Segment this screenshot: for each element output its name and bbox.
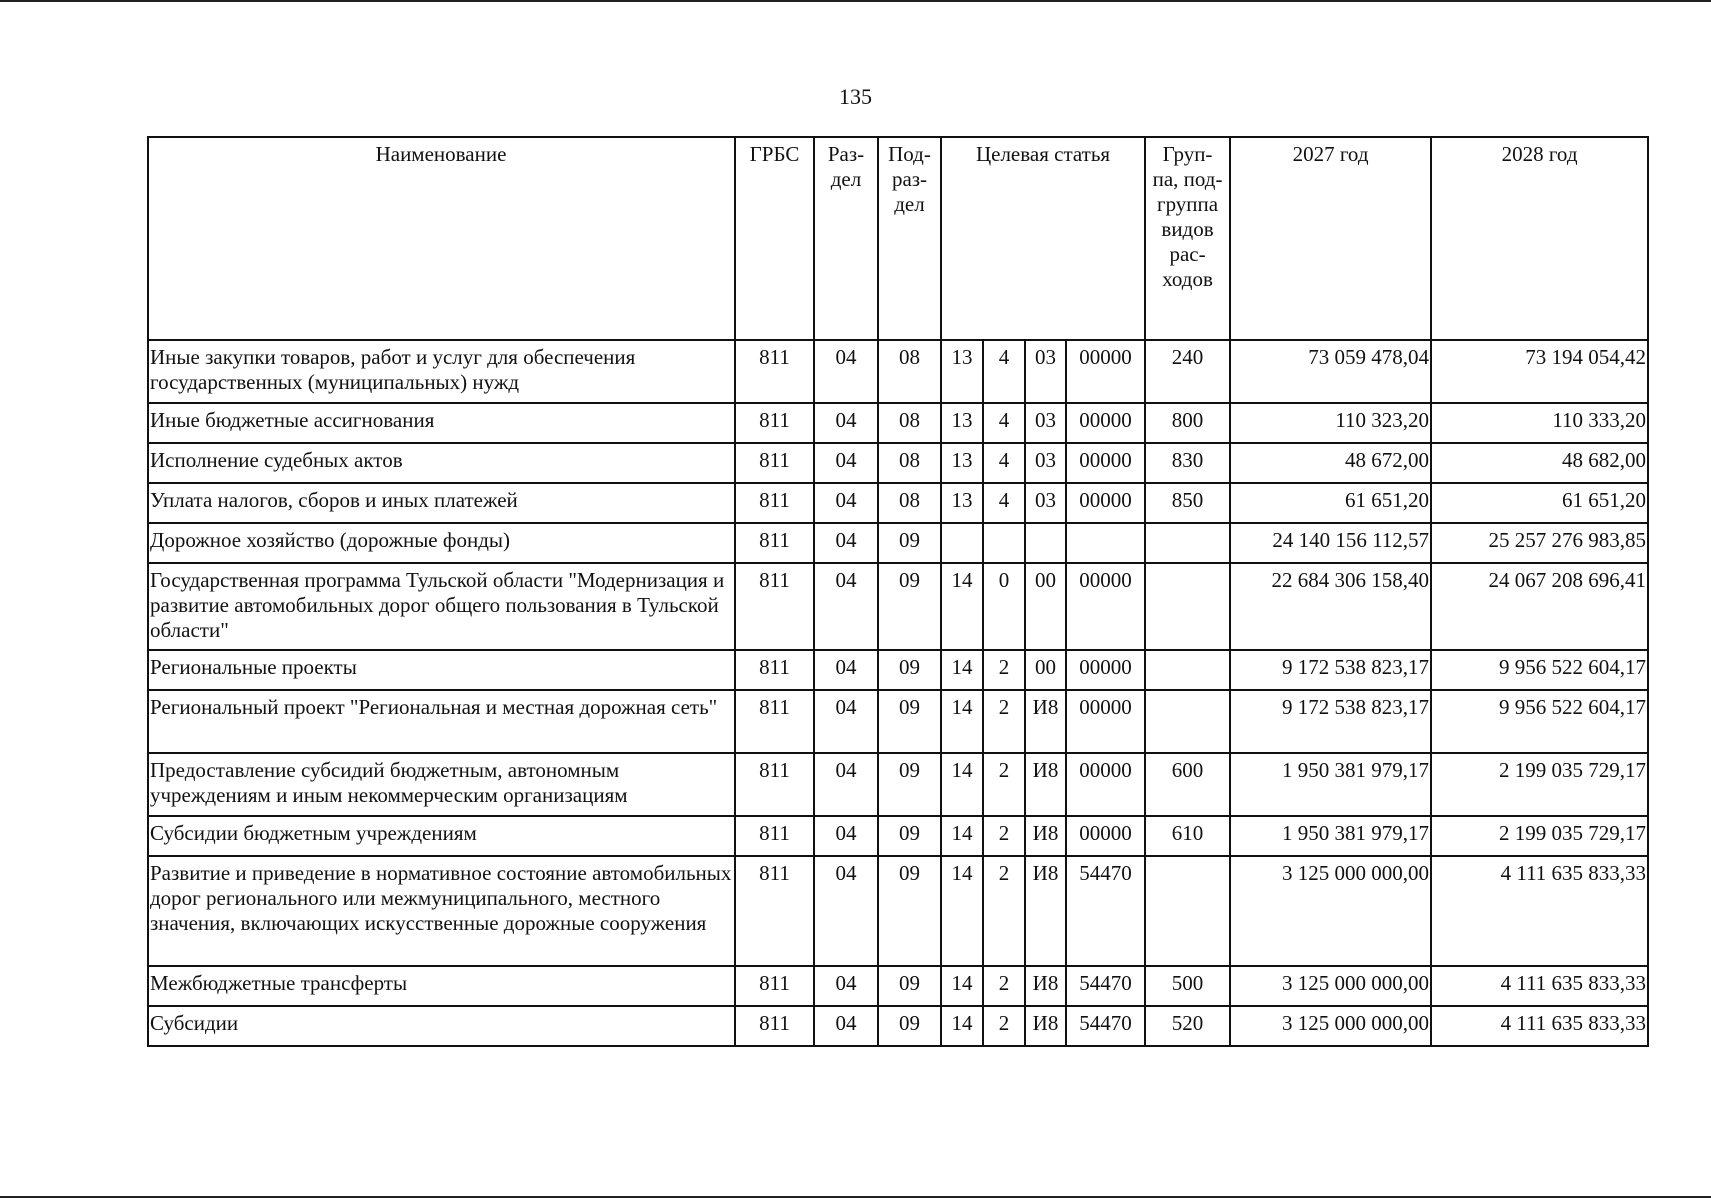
row-name: Уплата налогов, сборов и иных платежей — [148, 483, 735, 523]
scan-edge-bottom — [0, 1196, 1711, 1198]
row-podrazdel: 09 — [878, 650, 941, 690]
row-target-subprogram: 03 — [1025, 483, 1066, 523]
row-target-direction: 00000 — [1066, 650, 1145, 690]
row-target-subprogram: 03 — [1025, 403, 1066, 443]
row-amount-2027: 61 651,20 — [1230, 483, 1431, 523]
row-target-program — [941, 523, 983, 563]
row-grbs: 811 — [735, 650, 814, 690]
row-target-subprogram: И8 — [1025, 1006, 1066, 1046]
row-target-type: 4 — [983, 340, 1025, 403]
row-name: Иные бюджетные ассигнования — [148, 403, 735, 443]
row-amount-2027: 9 172 538 823,17 — [1230, 650, 1431, 690]
row-amount-2028: 4 111 635 833,33 — [1431, 1006, 1648, 1046]
row-expense-group: 610 — [1145, 816, 1230, 856]
row-podrazdel: 09 — [878, 563, 941, 650]
row-grbs: 811 — [735, 1006, 814, 1046]
scan-edge-top — [0, 0, 1711, 2]
row-podrazdel: 09 — [878, 523, 941, 563]
row-target-direction: 00000 — [1066, 443, 1145, 483]
table-row — [148, 523, 1648, 563]
row-expense-group: 240 — [1145, 340, 1230, 403]
row-podrazdel: 08 — [878, 483, 941, 523]
row-name: Региональный проект "Региональная и местная дорожная сеть" — [148, 690, 735, 753]
row-target-program: 14 — [941, 690, 983, 753]
row-target-type: 4 — [983, 443, 1025, 483]
row-expense-group: 500 — [1145, 966, 1230, 1006]
header-expense-group: Груп- па, под- группа видов рас- ходов — [1145, 137, 1230, 340]
row-target-program: 14 — [941, 753, 983, 816]
row-target-program: 13 — [941, 483, 983, 523]
row-amount-2028: 2 199 035 729,17 — [1431, 816, 1648, 856]
row-target-subprogram: 00 — [1025, 563, 1066, 650]
table-row — [148, 563, 1648, 650]
row-target-type: 2 — [983, 690, 1025, 753]
row-target-direction: 00000 — [1066, 403, 1145, 443]
page-number: 135 — [839, 84, 872, 109]
row-amount-2027: 3 125 000 000,00 — [1230, 1006, 1431, 1046]
row-target-direction: 54470 — [1066, 1006, 1145, 1046]
row-name: Иные закупки товаров, работ и услуг для обеспечения государственных (муниципальных) нужд — [148, 340, 735, 403]
table-header-row — [148, 137, 1648, 340]
row-grbs: 811 — [735, 563, 814, 650]
row-razdel: 04 — [814, 816, 878, 856]
row-target-program: 14 — [941, 856, 983, 966]
header-2028: 2028 год — [1431, 137, 1648, 340]
row-expense-group — [1145, 563, 1230, 650]
row-amount-2027: 1 950 381 979,17 — [1230, 753, 1431, 816]
row-target-direction: 00000 — [1066, 690, 1145, 753]
header-grbs: ГРБС — [735, 137, 814, 340]
row-amount-2027: 48 672,00 — [1230, 443, 1431, 483]
header-podrazdel: Под- раз- дел — [878, 137, 941, 340]
row-podrazdel: 09 — [878, 816, 941, 856]
row-expense-group — [1145, 690, 1230, 753]
row-name: Дорожное хозяйство (дорожные фонды) — [148, 523, 735, 563]
header-razdel: Раз- дел — [814, 137, 878, 340]
row-target-subprogram: 03 — [1025, 340, 1066, 403]
row-amount-2028: 9 956 522 604,17 — [1431, 650, 1648, 690]
row-amount-2027: 22 684 306 158,40 — [1230, 563, 1431, 650]
row-name: Межбюджетные трансферты — [148, 966, 735, 1006]
table-row — [148, 690, 1648, 753]
row-grbs: 811 — [735, 753, 814, 816]
table-row — [148, 403, 1648, 443]
row-target-type: 2 — [983, 966, 1025, 1006]
row-name: Предоставление субсидий бюджетным, автономным учреждениям и иным некоммерческим организациям — [148, 753, 735, 816]
header-name: Наименование — [148, 137, 735, 340]
row-target-direction — [1066, 523, 1145, 563]
row-podrazdel: 09 — [878, 856, 941, 966]
row-target-type: 2 — [983, 816, 1025, 856]
row-amount-2028: 73 194 054,42 — [1431, 340, 1648, 403]
row-amount-2028: 25 257 276 983,85 — [1431, 523, 1648, 563]
row-name: Государственная программа Тульской области "Модернизация и развитие автомобильных дорог общего пользования в Тульской области" — [148, 563, 735, 650]
row-target-subprogram: И8 — [1025, 856, 1066, 966]
row-amount-2027: 3 125 000 000,00 — [1230, 856, 1431, 966]
row-name: Субсидии бюджетным учреждениям — [148, 816, 735, 856]
row-target-direction: 00000 — [1066, 753, 1145, 816]
row-target-subprogram: И8 — [1025, 966, 1066, 1006]
row-amount-2027: 9 172 538 823,17 — [1230, 690, 1431, 753]
row-amount-2027: 1 950 381 979,17 — [1230, 816, 1431, 856]
row-grbs: 811 — [735, 340, 814, 403]
row-target-program: 14 — [941, 1006, 983, 1046]
row-target-program: 14 — [941, 563, 983, 650]
row-target-direction: 54470 — [1066, 966, 1145, 1006]
budget-table — [147, 136, 1649, 1047]
row-amount-2027: 3 125 000 000,00 — [1230, 966, 1431, 1006]
table-row — [148, 650, 1648, 690]
row-amount-2027: 73 059 478,04 — [1230, 340, 1431, 403]
header-target-article: Целевая статья — [941, 137, 1145, 340]
row-expense-group: 830 — [1145, 443, 1230, 483]
table-row — [148, 753, 1648, 816]
row-expense-group — [1145, 523, 1230, 563]
row-expense-group: 520 — [1145, 1006, 1230, 1046]
row-target-type: 2 — [983, 1006, 1025, 1046]
row-target-type: 0 — [983, 563, 1025, 650]
row-expense-group: 800 — [1145, 403, 1230, 443]
row-podrazdel: 08 — [878, 443, 941, 483]
row-razdel: 04 — [814, 650, 878, 690]
row-razdel: 04 — [814, 483, 878, 523]
row-expense-group: 600 — [1145, 753, 1230, 816]
row-target-subprogram: 03 — [1025, 443, 1066, 483]
row-razdel: 04 — [814, 966, 878, 1006]
row-grbs: 811 — [735, 966, 814, 1006]
row-razdel: 04 — [814, 856, 878, 966]
table-row — [148, 966, 1648, 1006]
row-razdel: 04 — [814, 523, 878, 563]
row-target-direction: 54470 — [1066, 856, 1145, 966]
row-target-program: 14 — [941, 966, 983, 1006]
row-target-subprogram: И8 — [1025, 753, 1066, 816]
row-target-program: 13 — [941, 443, 983, 483]
row-target-subprogram: И8 — [1025, 816, 1066, 856]
row-amount-2027: 24 140 156 112,57 — [1230, 523, 1431, 563]
row-amount-2028: 2 199 035 729,17 — [1431, 753, 1648, 816]
row-podrazdel: 09 — [878, 1006, 941, 1046]
row-target-subprogram: 00 — [1025, 650, 1066, 690]
row-target-subprogram: И8 — [1025, 690, 1066, 753]
table-row — [148, 340, 1648, 403]
row-podrazdel: 09 — [878, 966, 941, 1006]
table-row — [148, 856, 1648, 966]
row-podrazdel: 08 — [878, 340, 941, 403]
table-row — [148, 816, 1648, 856]
row-target-type — [983, 523, 1025, 563]
row-target-program: 13 — [941, 403, 983, 443]
row-target-program: 13 — [941, 340, 983, 403]
row-target-direction: 00000 — [1066, 816, 1145, 856]
row-target-type: 2 — [983, 753, 1025, 816]
row-target-direction: 00000 — [1066, 563, 1145, 650]
row-target-subprogram — [1025, 523, 1066, 563]
row-expense-group — [1145, 856, 1230, 966]
row-target-type: 2 — [983, 650, 1025, 690]
row-razdel: 04 — [814, 690, 878, 753]
header-2027: 2027 год — [1230, 137, 1431, 340]
row-target-program: 14 — [941, 816, 983, 856]
row-podrazdel: 09 — [878, 690, 941, 753]
row-razdel: 04 — [814, 443, 878, 483]
row-target-direction: 00000 — [1066, 483, 1145, 523]
row-amount-2028: 61 651,20 — [1431, 483, 1648, 523]
row-amount-2028: 9 956 522 604,17 — [1431, 690, 1648, 753]
row-podrazdel: 08 — [878, 403, 941, 443]
row-expense-group: 850 — [1145, 483, 1230, 523]
row-razdel: 04 — [814, 563, 878, 650]
row-grbs: 811 — [735, 483, 814, 523]
row-target-type: 2 — [983, 856, 1025, 966]
table-row — [148, 1006, 1648, 1046]
row-grbs: 811 — [735, 856, 814, 966]
row-amount-2028: 4 111 635 833,33 — [1431, 856, 1648, 966]
row-target-program: 14 — [941, 650, 983, 690]
row-target-type: 4 — [983, 403, 1025, 443]
row-target-type: 4 — [983, 483, 1025, 523]
row-razdel: 04 — [814, 403, 878, 443]
row-grbs: 811 — [735, 523, 814, 563]
row-expense-group — [1145, 650, 1230, 690]
row-name: Развитие и приведение в нормативное состояние автомобильных дорог регионального или межмуниципального, местного значения, включающих искусственные дорожные сооружения — [148, 856, 735, 966]
row-amount-2027: 110 323,20 — [1230, 403, 1431, 443]
row-razdel: 04 — [814, 1006, 878, 1046]
row-target-direction: 00000 — [1066, 340, 1145, 403]
row-amount-2028: 48 682,00 — [1431, 443, 1648, 483]
row-grbs: 811 — [735, 816, 814, 856]
row-amount-2028: 4 111 635 833,33 — [1431, 966, 1648, 1006]
row-name: Исполнение судебных актов — [148, 443, 735, 483]
table-row — [148, 443, 1648, 483]
row-amount-2028: 24 067 208 696,41 — [1431, 563, 1648, 650]
row-podrazdel: 09 — [878, 753, 941, 816]
row-razdel: 04 — [814, 753, 878, 816]
row-grbs: 811 — [735, 443, 814, 483]
row-grbs: 811 — [735, 403, 814, 443]
row-grbs: 811 — [735, 690, 814, 753]
row-amount-2028: 110 333,20 — [1431, 403, 1648, 443]
table-row — [148, 483, 1648, 523]
row-name: Субсидии — [148, 1006, 735, 1046]
row-name: Региональные проекты — [148, 650, 735, 690]
row-razdel: 04 — [814, 340, 878, 403]
